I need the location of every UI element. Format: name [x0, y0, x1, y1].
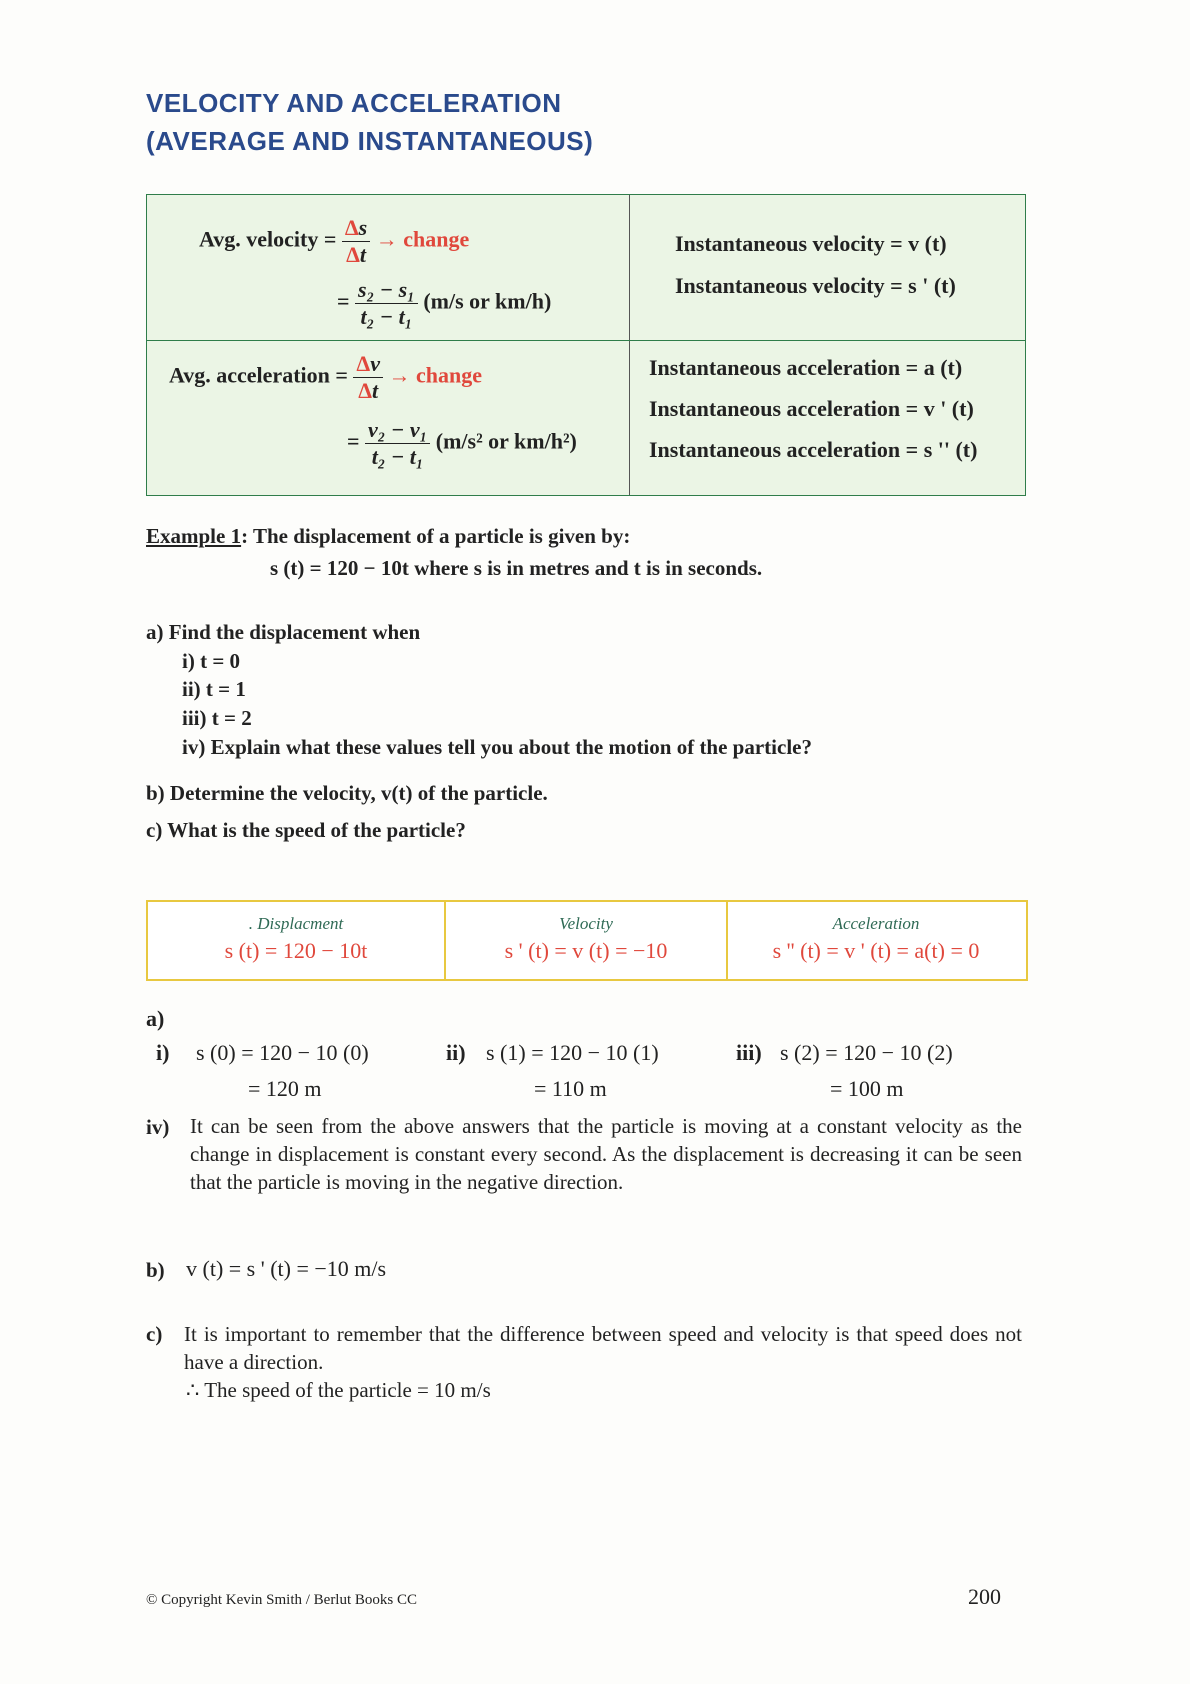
answer-i-label: i): [156, 1040, 170, 1065]
question-c: c) What is the speed of the particle?: [146, 818, 466, 842]
answer-iv-text: It can be seen from the above answers that the particle is moving at a constant velocity as the change in displacement is constant every second. As the displacement is decreasing it can be seen that the particle is moving in the negative direction.: [190, 1114, 1022, 1194]
inst-velocity-2: Instantaneous velocity = s ' (t): [675, 273, 956, 298]
answer-iv-label: iv): [146, 1115, 170, 1139]
divider: [629, 195, 630, 495]
question-b: b) Determine the velocity, v(t) of the particle.: [146, 781, 548, 805]
answer-b-label: b): [146, 1258, 165, 1282]
inst-acceleration-2: Instantaneous acceleration = v ' (t): [649, 396, 974, 421]
answer-iii-line1: s (2) = 120 − 10 (2): [780, 1040, 953, 1065]
velocity-cell: Velocity s ' (t) = v (t) = −10: [504, 914, 668, 963]
answer-c-conclusion: ∴ The speed of the particle = 10 m/s: [186, 1378, 491, 1402]
displacement-cell: . Displacment s (t) = 120 − 10t: [224, 914, 368, 963]
avg-acceleration-formula: Avg. acceleration = $\frac{\Delta v}{\Delta t}$ → change: [169, 351, 482, 403]
answer-c-text: It is important to remember that the difference between speed and velocity is that speed does not have a direction.: [184, 1322, 1022, 1374]
example-heading: Example 1: The displacement of a particle is given by:: [146, 524, 631, 548]
summary-box: [146, 900, 1028, 981]
question-a-iii: iii) t = 2: [182, 706, 252, 730]
answer-ii-label: ii): [446, 1040, 466, 1065]
question-a-ii: ii) t = 1: [182, 677, 246, 701]
acceleration-cell: Acceleration s '' (t) = v ' (t) = a(t) = 0: [772, 914, 980, 963]
formula-box: [146, 194, 1026, 496]
answer-iii-line2: = 100 m: [830, 1076, 904, 1101]
page-number: 200: [968, 1584, 1001, 1609]
avg-velocity-expression: = $\frac{\text{s₂ − s₁}}{\text{t₂ − t₁}}$ (m/s or km/h): [337, 277, 552, 329]
avg-velocity-formula: Avg. velocity = $\frac{\Delta s}{\Delta t}$ → change: [199, 215, 470, 267]
answer-iii-label: iii): [736, 1040, 762, 1065]
answer-ii-line2: = 110 m: [534, 1076, 607, 1101]
question-a-iv: iv) Explain what these values tell you about the motion of the particle?: [182, 735, 812, 759]
page-subtitle: (AVERAGE AND INSTANTANEOUS): [146, 126, 594, 156]
page-title: VELOCITY AND ACCELERATION: [146, 88, 562, 118]
answer-i-line2: = 120 m: [248, 1076, 322, 1101]
inst-velocity-1: Instantaneous velocity = v (t): [675, 231, 947, 256]
example-equation: s (t) = 120 − 10t where s is in metres and t is in seconds.: [270, 556, 763, 580]
question-a: a) Find the displacement when: [146, 620, 421, 644]
question-a-i: i) t = 0: [182, 649, 241, 673]
avg-acceleration-expression: = $\frac{\text{v₂ − v₁}}{\text{t₂ − t₁}}$ (m/s² or km/h²): [347, 417, 577, 469]
answer-c-label: c): [146, 1322, 163, 1346]
divider: [147, 340, 1025, 341]
answer-i-line1: s (0) = 120 − 10 (0): [196, 1040, 369, 1065]
copyright: © Copyright Kevin Smith / Berlut Books CC: [146, 1592, 417, 1608]
answer-ii-line1: s (1) = 120 − 10 (1): [486, 1040, 659, 1065]
answer-a-label: a): [146, 1006, 165, 1031]
inst-acceleration-1: Instantaneous acceleration = a (t): [649, 355, 963, 380]
answer-b-text: v (t) = s ' (t) = −10 m/s: [186, 1256, 387, 1281]
inst-acceleration-3: Instantaneous acceleration = s '' (t): [649, 437, 978, 462]
